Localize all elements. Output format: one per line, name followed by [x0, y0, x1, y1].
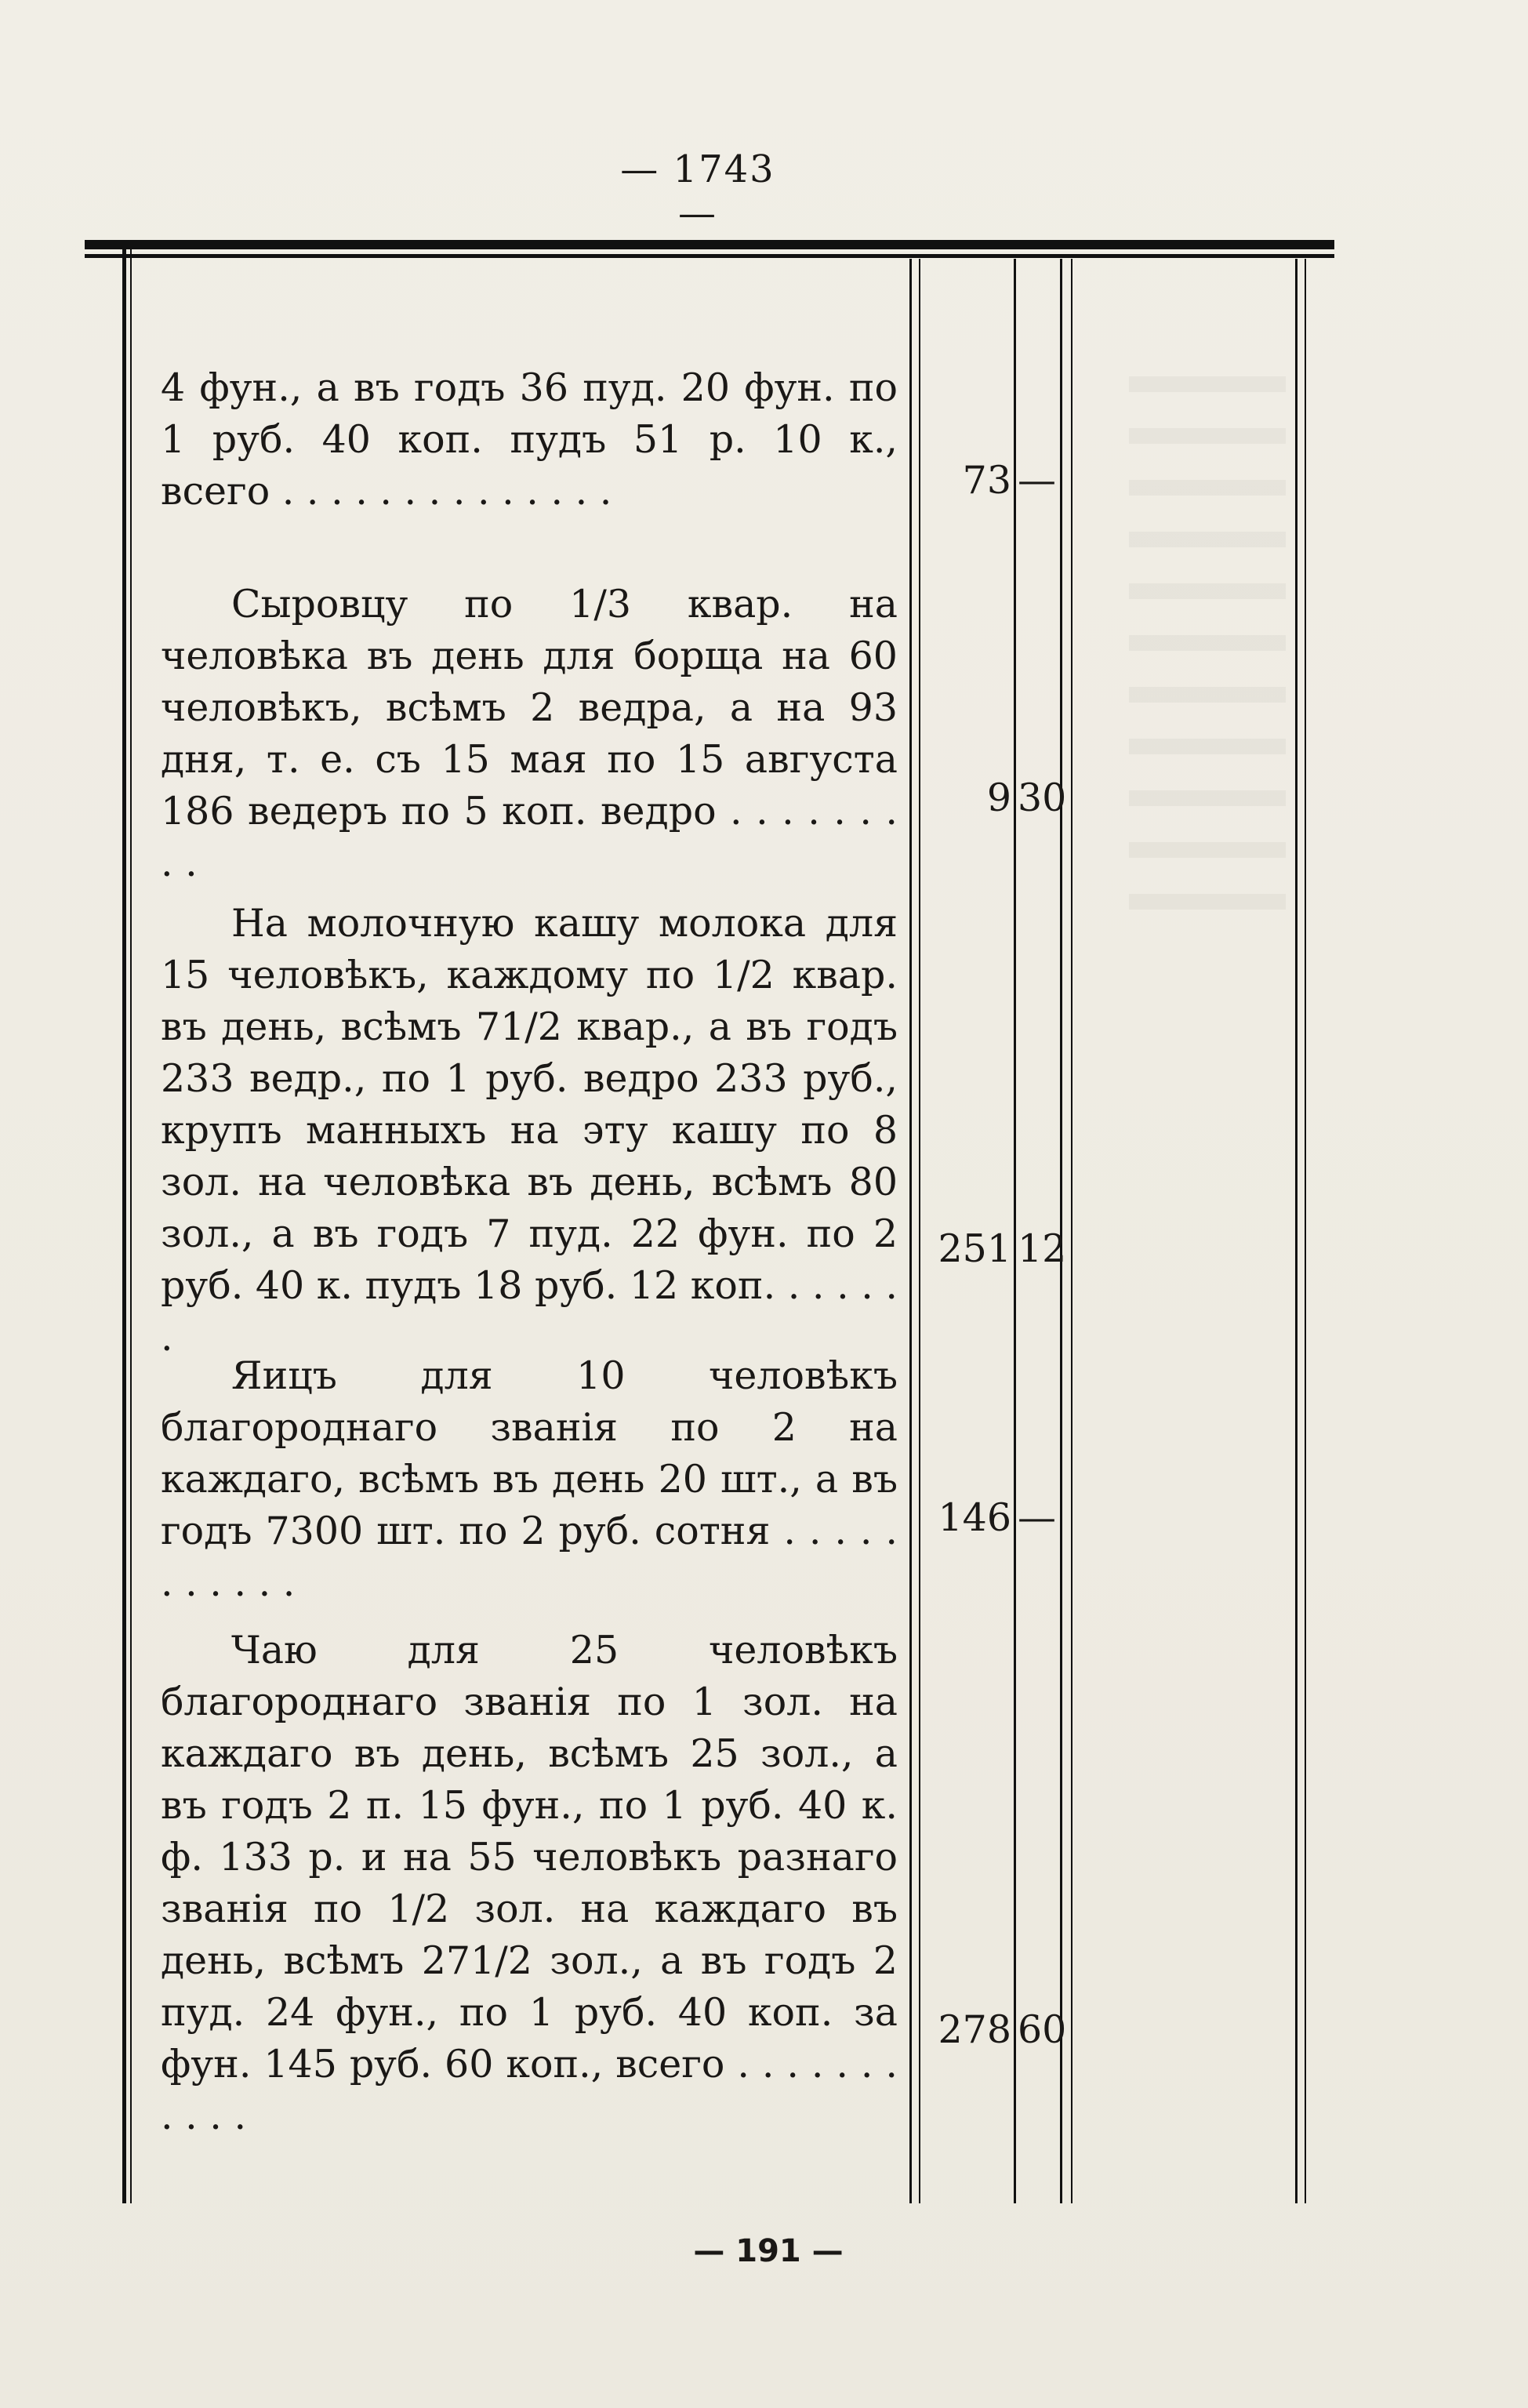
right-border-line-inner	[1305, 259, 1306, 2203]
page-footer-number: — 191 —	[693, 2233, 844, 2269]
entry-2-text: Сыровцу по 1/3 квар. на человѣка въ день для борща на 60 человѣкъ, всѣмъ 2 ведра, а на 93 дня, т. е. съ 15 мая по 15 августа 186 ведеръ по 5 коп. ведро . . . . . . . . .	[161, 582, 898, 885]
entry-1-kopecks: —	[1018, 458, 1056, 503]
entry-2-rubles: 9	[986, 775, 1011, 820]
entry-3-kopecks: 12	[1018, 1226, 1067, 1271]
entry-5-text: Чаю для 25 человѣкъ благороднаго званія по 1 зол. на каждаго въ день, всѣмъ 25 зол., а въ годъ 2 п. 15 фун., по 1 руб. 40 к. ф. 133 р. и на 55 человѣкъ разнаго званія по 1/2 зол. на каждаго въ день, всѣмъ 271/2 зол., а въ годъ 2 пуд. 24 фун., по 1 руб. 40 коп. за фун. 145 руб. 60 коп., всего . . . . . . . . . . .	[161, 1628, 898, 2138]
top-rule-thin	[85, 254, 1334, 258]
rubles-column-left-line-inner	[919, 259, 920, 2203]
entry-3-rubles: 251	[938, 1226, 1011, 1271]
entry-4-rubles: 146	[938, 1495, 1011, 1540]
kopecks-column-left-line	[1014, 259, 1016, 2203]
entry-3-text: На молочную кашу молока для 15 человѣкъ, каждому по 1/2 квар. въ день, всѣмъ 71/2 квар., а въ годъ 233 ведр., по 1 руб. ведро 233 руб., крупъ манныхъ на эту кашу по 8 зол. на человѣка въ день, всѣмъ 80 зол., а въ годъ 7 пуд. 22 фун. по 2 руб. 40 к. пудъ 18 руб. 12 коп. . . . . . .	[161, 901, 898, 1360]
bleed-through-text	[1129, 376, 1286, 925]
rubles-column-left-line	[909, 259, 912, 2203]
entry-4-kopecks: —	[1018, 1495, 1056, 1540]
left-border-line	[122, 249, 126, 2203]
entry-4-text: Яицъ для 10 человѣкъ благороднаго званія по 2 на каждаго, всѣмъ въ день 20 шт., а въ годъ 7300 шт. по 2 руб. сотня . . . . . . . . . . .	[161, 1353, 898, 1605]
entry-2-kopecks: 30	[1018, 775, 1067, 820]
entry-5-kopecks: 60	[1018, 2007, 1067, 2052]
top-rule-thick	[85, 240, 1334, 249]
left-border-line-inner	[130, 249, 132, 2203]
entry-1-rubles: 73	[962, 458, 1011, 503]
entry-1-text: 4 фун., а въ годъ 36 пуд. 20 фун. по 1 руб. 40 коп. пудъ 51 р. 10 к., всего . . . . . . . . . . . . . .	[161, 365, 898, 514]
right-border-line	[1295, 259, 1298, 2203]
entry-5-rubles: 278	[938, 2007, 1011, 2052]
page-header-number: — 1743 —	[620, 147, 775, 235]
